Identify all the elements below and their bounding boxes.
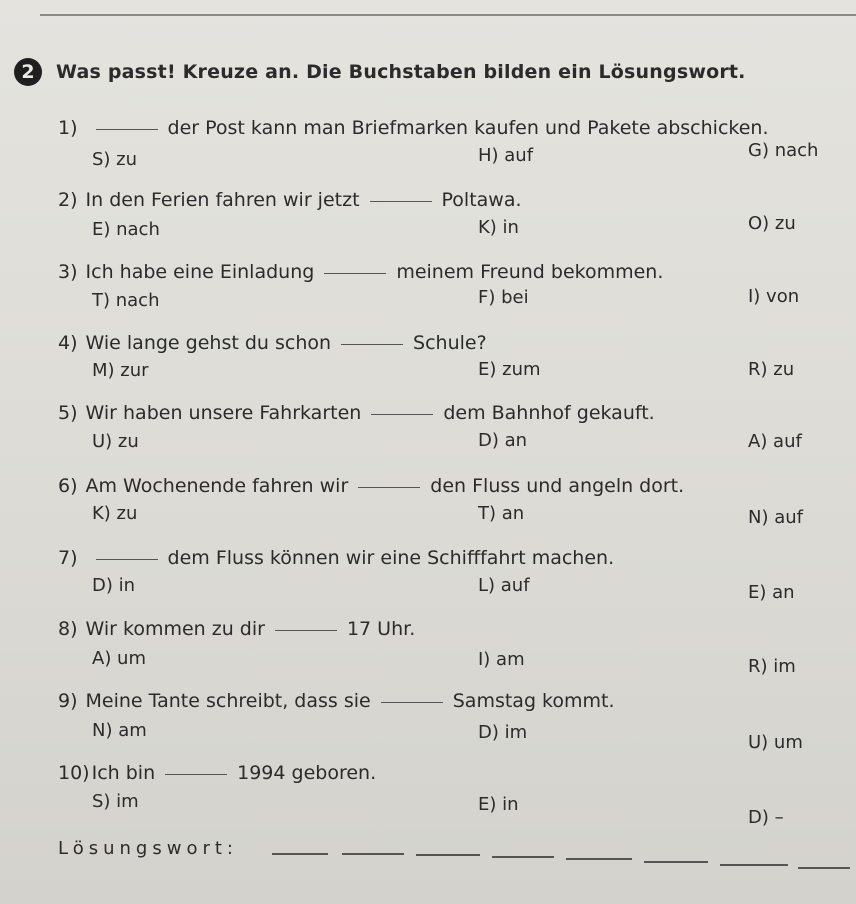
option-c[interactable]: I) von xyxy=(748,285,800,307)
option-b[interactable]: D) an xyxy=(478,429,528,451)
question-text-before: Wie lange gehst du schon xyxy=(85,332,332,354)
exercise-header xyxy=(14,56,746,88)
answer-blank[interactable] xyxy=(324,259,386,274)
solution-letter-blank[interactable] xyxy=(720,864,788,866)
question-text-before: In den Ferien fahren wir jetzt xyxy=(85,189,360,211)
option-a[interactable]: E) nach xyxy=(92,218,160,240)
option-a[interactable]: D) in xyxy=(92,574,136,596)
option-b[interactable]: D) im xyxy=(478,721,528,743)
solution-letter-blank[interactable] xyxy=(566,858,632,860)
question-number: 7) xyxy=(58,547,78,569)
question-text-after: den Fluss und angeln dort. xyxy=(430,475,685,497)
option-c[interactable]: R) zu xyxy=(748,358,795,380)
solution-letter-blank[interactable] xyxy=(342,853,404,855)
question-text-after: der Post kann man Briefmarken kaufen und Pakete abschicken. xyxy=(167,117,769,139)
option-b[interactable]: E) zum xyxy=(478,358,541,380)
question-7 xyxy=(58,544,614,572)
question-text-after: Poltawa. xyxy=(441,189,522,211)
option-c[interactable]: G) nach xyxy=(748,139,819,161)
answer-blank[interactable] xyxy=(165,760,227,775)
question-6 xyxy=(58,472,684,500)
answer-blank[interactable] xyxy=(96,545,158,560)
option-c[interactable]: R) im xyxy=(748,655,796,677)
question-text-after: dem Bahnhof gekauft. xyxy=(443,402,655,424)
solution-letter-blank[interactable] xyxy=(416,854,480,856)
option-c[interactable]: E) an xyxy=(748,581,795,603)
solution-letter-blank[interactable] xyxy=(644,861,708,863)
option-a[interactable]: K) zu xyxy=(92,502,138,524)
option-c[interactable]: N) auf xyxy=(748,506,803,528)
question-text-before: Ich bin xyxy=(91,762,156,784)
option-b[interactable]: H) auf xyxy=(478,144,534,166)
answer-blank[interactable] xyxy=(96,115,158,130)
question-10 xyxy=(58,759,376,787)
solution-letter-blank[interactable] xyxy=(272,853,328,855)
answer-blank[interactable] xyxy=(381,688,443,703)
answer-blank[interactable] xyxy=(358,473,420,488)
exercise-instruction: Was passt! Kreuze an. Die Buchstaben bilden ein Lösungswort. xyxy=(56,61,746,83)
option-a[interactable]: S) zu xyxy=(92,148,138,170)
solution-letter-blank[interactable] xyxy=(492,856,554,858)
question-8 xyxy=(58,615,415,643)
question-text-after: Schule? xyxy=(413,332,487,354)
question-number: 4) xyxy=(58,332,78,354)
question-text-after: 1994 geboren. xyxy=(237,762,377,784)
question-number: 9) xyxy=(58,690,78,712)
question-number: 8) xyxy=(58,618,78,640)
option-c[interactable]: U) um xyxy=(748,731,803,753)
option-a[interactable]: U) zu xyxy=(92,430,139,452)
option-a[interactable]: S) im xyxy=(92,790,139,812)
option-b[interactable]: K) in xyxy=(478,216,519,238)
question-4 xyxy=(58,329,487,357)
question-text-after: Samstag kommt. xyxy=(452,690,615,712)
exercise-number-badge: 2 xyxy=(14,58,42,86)
solution-letter-blank[interactable] xyxy=(798,867,850,869)
option-b[interactable]: L) auf xyxy=(478,574,530,596)
option-c[interactable]: O) zu xyxy=(748,212,796,234)
question-1 xyxy=(58,114,769,142)
question-2 xyxy=(58,186,522,214)
question-number: 1) xyxy=(58,117,78,139)
option-b[interactable]: E) in xyxy=(478,793,519,815)
answer-blank[interactable] xyxy=(341,330,403,345)
question-3 xyxy=(58,258,663,286)
answer-blank[interactable] xyxy=(371,400,433,415)
question-number: 3) xyxy=(58,261,78,283)
question-number: 5) xyxy=(58,402,78,424)
question-5 xyxy=(58,399,655,427)
answer-blank[interactable] xyxy=(370,187,432,202)
option-a[interactable]: M) zur xyxy=(92,359,149,381)
question-text-before: Wir haben unsere Fahrkarten xyxy=(85,402,362,424)
option-b[interactable]: I) am xyxy=(478,648,525,670)
question-text-before: Am Wochenende fahren wir xyxy=(85,475,349,497)
option-b[interactable]: F) bei xyxy=(478,286,529,308)
question-9 xyxy=(58,687,615,715)
question-text-before: Ich habe eine Einladung xyxy=(85,261,315,283)
solution-word-label: Lösungswort: xyxy=(58,837,238,859)
question-text-after: 17 Uhr. xyxy=(346,618,416,640)
top-divider xyxy=(40,14,856,16)
option-c[interactable]: A) auf xyxy=(748,430,802,452)
question-text-before: Wir kommen zu dir xyxy=(85,618,265,640)
answer-blank[interactable] xyxy=(275,616,337,631)
option-b[interactable]: T) an xyxy=(478,502,525,524)
option-c[interactable]: D) – xyxy=(748,806,784,828)
question-text-before: Meine Tante schreibt, dass sie xyxy=(85,690,371,712)
question-number: 6) xyxy=(58,475,78,497)
option-a[interactable]: N) am xyxy=(92,719,147,741)
option-a[interactable]: A) um xyxy=(92,647,146,669)
question-number: 10) xyxy=(58,762,90,784)
question-number: 2) xyxy=(58,189,78,211)
question-text-after: meinem Freund bekommen. xyxy=(396,261,664,283)
question-text-after: dem Fluss können wir eine Schifffahrt machen. xyxy=(167,547,615,569)
option-a[interactable]: T) nach xyxy=(92,289,160,311)
